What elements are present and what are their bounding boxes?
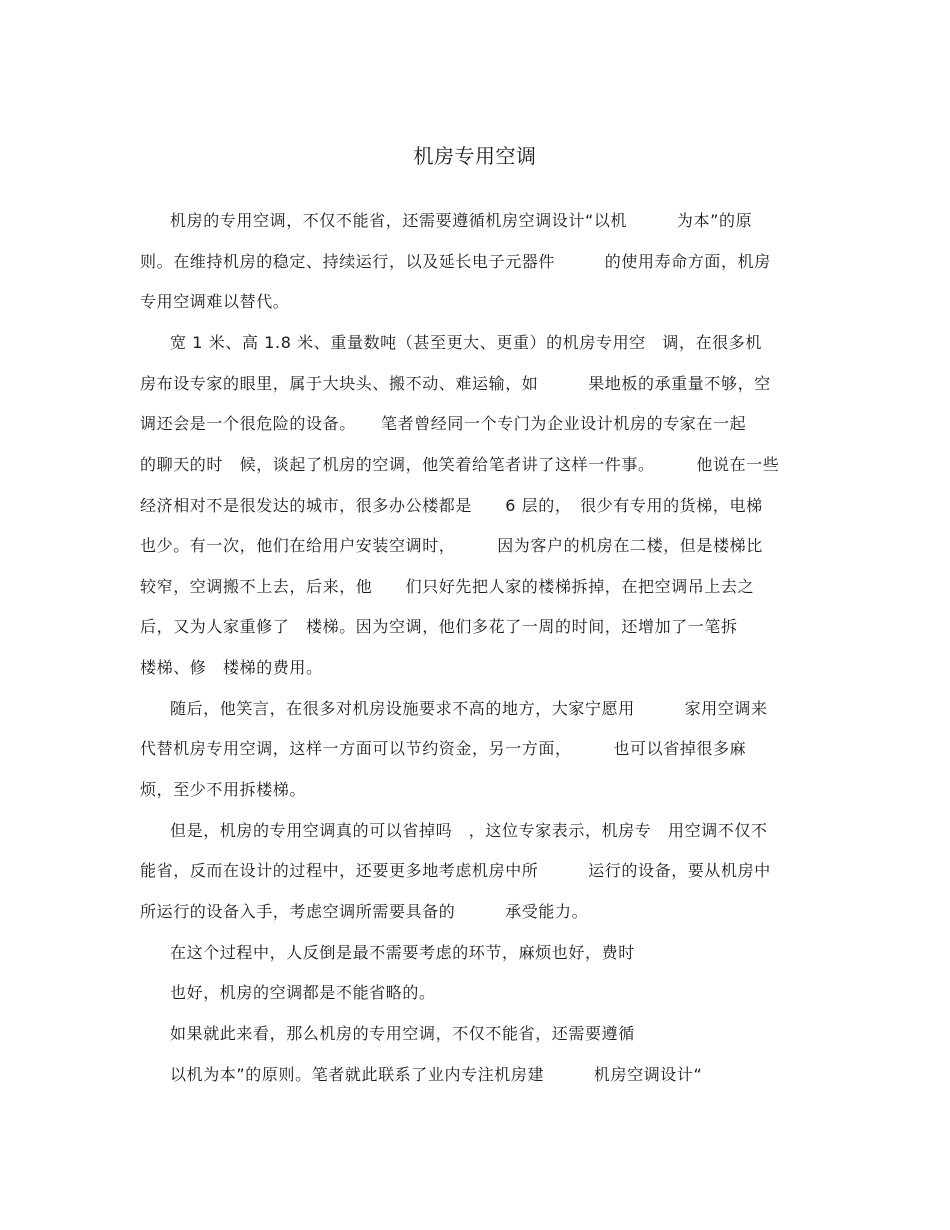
text-line: 在这个过程中，人反倒是最不需要考虑的环节，麻烦也好，费时: [170, 943, 635, 962]
text-line: 机房的专用空调，不仅不能省，还需要遵循机房空调设计“以机 为本”的原: [170, 211, 753, 230]
text-line: 宽 1 米、高 1.8 米、重量数吨（甚至更大、更重）的机房专用空 调，在很多机: [170, 333, 762, 352]
document-title: 机房专用空调: [413, 144, 537, 168]
text-line: 后，又为人家重修了 楼梯。因为空调，他们多花了一周的时间，还增加了一笔拆: [140, 617, 738, 636]
text-line: 较窄，空调搬不上去，后来，他 们只好先把人家的楼梯拆掉，在把空调吊上去之: [140, 577, 755, 596]
text-line: 也少。有一次，他们在给用户安装空调时， 因为客户的机房在二楼，但是楼梯比: [140, 536, 763, 555]
text-line: 楼梯、修 楼梯的费用。: [140, 658, 323, 677]
text-line: 以机为本”的原则。笔者就此联系了业内专注机房建 机房空调设计“: [170, 1065, 703, 1084]
text-line: 专用空调难以替代。: [140, 292, 290, 311]
text-line: 调还会是一个很危险的设备。 笔者曾经同一个专门为企业设计机房的专家在一起: [140, 414, 747, 433]
text-line: 能省，反而在设计的过程中，还要更多地考虑机房中所 运行的设备，要从机房中: [140, 861, 771, 880]
text-line: 代替机房专用空调，这样一方面可以节约资金，另一方面， 也可以省掉很多麻: [140, 739, 747, 758]
text-line: 经济相对不是很发达的城市，很多办公楼都是 6 层的， 很少有专用的货梯，电梯: [140, 496, 763, 515]
text-line: 但是，机房的专用空调真的可以省掉吗 ，这位专家表示，机房专 用空调不仅不: [170, 821, 768, 840]
text-line: 所运行的设备入手，考虑空调所需要具备的 承受能力。: [140, 902, 589, 921]
text-line: 则。在维持机房的稳定、持续运行，以及延长电子元器件 的使用寿命方面，机房: [140, 252, 771, 271]
text-line: 的聊天的时 候，谈起了机房的空调，他笑着给笔者讲了这样一件事。 他说在一些: [140, 455, 780, 474]
text-line: 烦，至少不用拆楼梯。: [140, 780, 307, 799]
text-line: 房布设专家的眼里，属于大块头、搬不动、难运输，如 果地板的承重量不够，空: [140, 374, 771, 393]
text-line: 也好，机房的空调都是不能省略的。: [170, 983, 436, 1002]
text-line: 随后，他笑言，在很多对机房设施要求不高的地方，大家宁愿用 家用空调来: [170, 699, 768, 718]
text-line: 如果就此来看，那么机房的专用空调，不仅不能省，还需要遵循: [170, 1024, 635, 1043]
